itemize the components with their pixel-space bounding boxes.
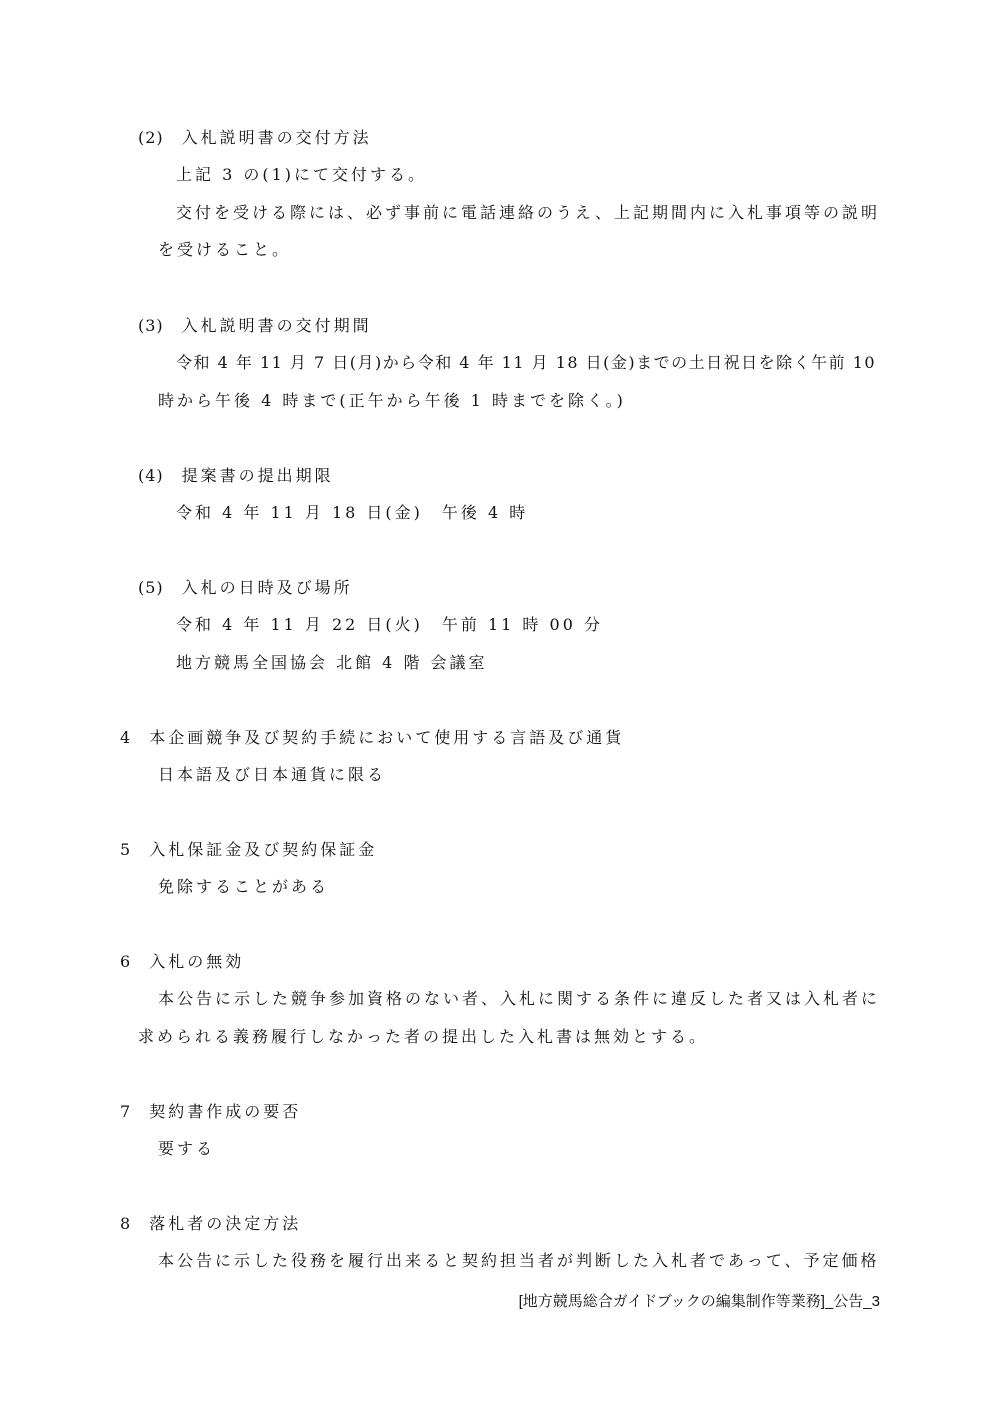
paragraph-line: 地方競馬全国協会 北館 4 階 会議室 bbox=[176, 653, 488, 672]
section-title: 本企画競争及び契約手続において使用する言語及び通貨 bbox=[149, 728, 625, 747]
paragraph-line: 時から午後 4 時まで(正午から午後 1 時までを除く。) bbox=[158, 391, 626, 410]
paragraph-line: 日本語及び日本通貨に限る bbox=[158, 765, 387, 784]
section-heading bbox=[120, 726, 624, 750]
subsection-heading bbox=[138, 576, 353, 600]
subsection-title: 入札説明書の交付期間 bbox=[181, 316, 372, 335]
section-number: 5 bbox=[120, 840, 132, 859]
section-title: 入札の無効 bbox=[149, 952, 245, 971]
section-heading bbox=[120, 838, 377, 862]
paragraph-line: 免除することがある bbox=[158, 877, 330, 896]
subsection-title: 入札の日時及び場所 bbox=[181, 578, 353, 597]
section-number: 6 bbox=[120, 952, 132, 971]
subsection-number: (4) bbox=[138, 466, 164, 485]
paragraph-line: 令和 4 年 11 月 18 日(金) 午後 4 時 bbox=[176, 503, 529, 522]
section-title: 契約書作成の要否 bbox=[149, 1102, 302, 1121]
subsection-heading bbox=[138, 464, 334, 488]
subsection-number: (2) bbox=[138, 128, 164, 147]
paragraph-line: を受けること。 bbox=[158, 240, 292, 259]
section-heading bbox=[120, 1212, 301, 1236]
subsection-title: 入札説明書の交付方法 bbox=[181, 128, 372, 147]
paragraph-line: 上記 3 の(1)にて交付する。 bbox=[176, 165, 428, 184]
subsection-number: (5) bbox=[138, 578, 164, 597]
subsection-heading bbox=[138, 126, 372, 150]
subsection-title: 提案書の提出期限 bbox=[181, 466, 334, 485]
paragraph-line: 令和 4 年 11 月 7 日(月)から令和 4 年 11 月 18 日(金)までの土日祝日を除く午前 10 bbox=[176, 353, 877, 372]
section-title: 入札保証金及び契約保証金 bbox=[149, 840, 378, 859]
section-number: 4 bbox=[120, 728, 132, 747]
paragraph-line: 要する bbox=[158, 1139, 216, 1158]
section-heading bbox=[120, 950, 244, 974]
section-number: 7 bbox=[120, 1102, 132, 1121]
section-heading bbox=[120, 1100, 301, 1124]
subsection-heading bbox=[138, 314, 372, 338]
paragraph-line: 求められる義務履行しなかった者の提出した入札書は無効とする。 bbox=[138, 1027, 709, 1046]
paragraph-line: 令和 4 年 11 月 22 日(火) 午前 11 時 00 分 bbox=[176, 615, 603, 634]
section-number: 8 bbox=[120, 1214, 132, 1233]
paragraph-line: 本公告に示した役務を履行出来ると契約担当者が判断した入札者であって、予定価格 bbox=[158, 1251, 880, 1270]
paragraph-line: 本公告に示した競争参加資格のない者、入札に関する条件に違反した者又は入札者に bbox=[158, 989, 881, 1008]
subsection-number: (3) bbox=[138, 316, 164, 335]
section-title: 落札者の決定方法 bbox=[149, 1214, 302, 1233]
page-footer: [地方競馬総合ガイドブックの編集制作等業務]_公告_3 bbox=[518, 1293, 880, 1310]
paragraph-line: 交付を受ける際には、必ず事前に電話連絡のうえ、上記期間内に入札事項等の説明 bbox=[176, 203, 880, 222]
